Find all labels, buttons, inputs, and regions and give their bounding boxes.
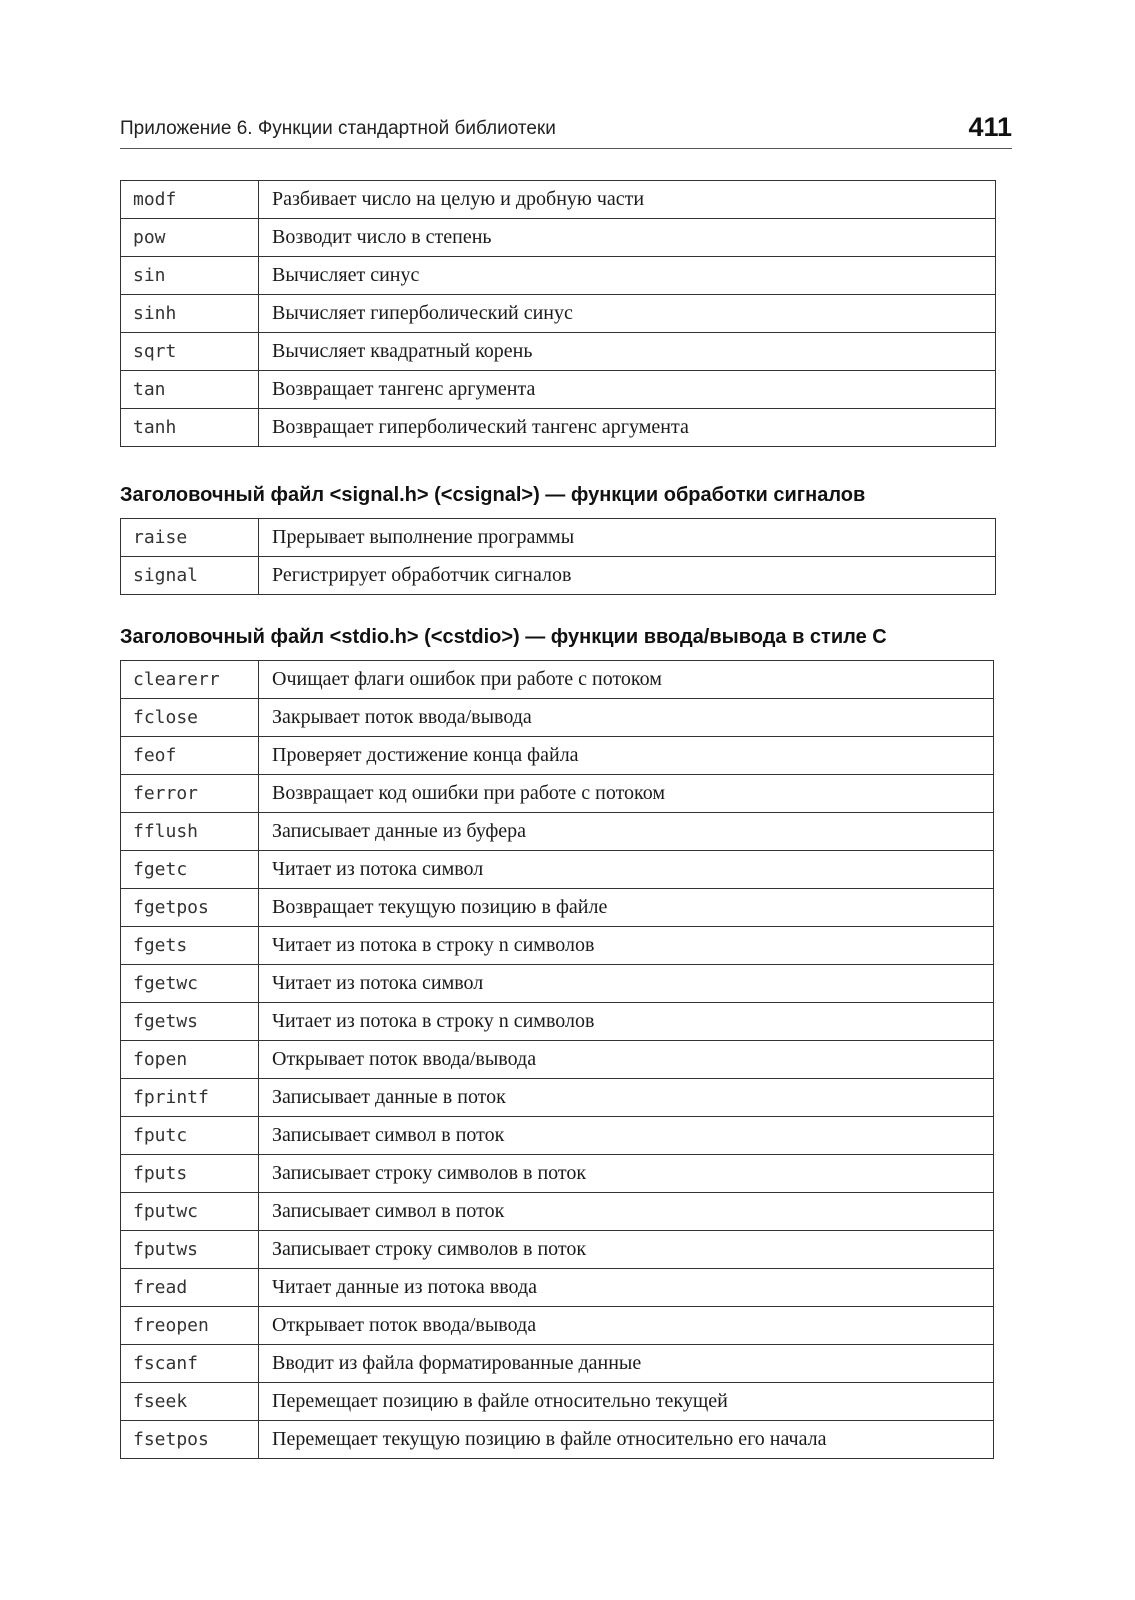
- function-name: fread: [121, 1269, 259, 1307]
- function-description: Очищает флаги ошибок при работе с потоком: [259, 661, 994, 699]
- function-description: Вводит из файла форматированные данные: [259, 1345, 994, 1383]
- function-name: modf: [121, 181, 259, 219]
- function-description: Вычисляет синус: [259, 257, 996, 295]
- function-name: fclose: [121, 699, 259, 737]
- table-row: [121, 181, 996, 219]
- function-name: fgetc: [121, 851, 259, 889]
- function-description: Читает из потока в строку n символов: [259, 1003, 994, 1041]
- function-description: Записывает данные из буфера: [259, 813, 994, 851]
- stdio-functions-table: [120, 660, 994, 1459]
- function-description: Записывает строку символов в поток: [259, 1231, 994, 1269]
- page-header: [120, 112, 1012, 149]
- function-description: Регистрирует обработчик сигналов: [259, 557, 996, 595]
- table-row: [121, 557, 996, 595]
- function-name: fgetws: [121, 1003, 259, 1041]
- function-description: Читает из потока символ: [259, 965, 994, 1003]
- function-name: sinh: [121, 295, 259, 333]
- function-description: Вычисляет квадратный корень: [259, 333, 996, 371]
- table-row: [121, 1345, 994, 1383]
- function-name: signal: [121, 557, 259, 595]
- math-functions-table: [120, 180, 996, 447]
- table-row: [121, 737, 994, 775]
- function-description: Разбивает число на целую и дробную части: [259, 181, 996, 219]
- function-name: pow: [121, 219, 259, 257]
- function-name: fsetpos: [121, 1421, 259, 1459]
- function-description: Проверяет достижение конца файла: [259, 737, 994, 775]
- function-description: Перемещает позицию в файле относительно текущей: [259, 1383, 994, 1421]
- function-description: Записывает символ в поток: [259, 1193, 994, 1231]
- function-name: fputwc: [121, 1193, 259, 1231]
- table-row: [121, 661, 994, 699]
- table-row: [121, 409, 996, 447]
- table-row: [121, 1117, 994, 1155]
- function-name: raise: [121, 519, 259, 557]
- function-name: sin: [121, 257, 259, 295]
- function-name: tan: [121, 371, 259, 409]
- table-row: [121, 1193, 994, 1231]
- table-row: [121, 775, 994, 813]
- table-row: [121, 1383, 994, 1421]
- function-name: fflush: [121, 813, 259, 851]
- function-description: Перемещает текущую позицию в файле относительно его начала: [259, 1421, 994, 1459]
- function-description: Закрывает поток ввода/вывода: [259, 699, 994, 737]
- function-name: fprintf: [121, 1079, 259, 1117]
- section-heading-stdio: Заголовочный файл <stdio.h> (<cstdio>) — функции ввода/вывода в стиле C: [120, 626, 887, 648]
- function-name: fgetpos: [121, 889, 259, 927]
- function-name: ferror: [121, 775, 259, 813]
- table-row: [121, 1079, 994, 1117]
- table-row: [121, 333, 996, 371]
- function-name: tanh: [121, 409, 259, 447]
- function-description: Читает из потока в строку n символов: [259, 927, 994, 965]
- function-name: freopen: [121, 1307, 259, 1345]
- table-row: [121, 851, 994, 889]
- function-name: fputc: [121, 1117, 259, 1155]
- table-row: [121, 927, 994, 965]
- table-row: [121, 889, 994, 927]
- table-row: [121, 1307, 994, 1345]
- function-name: fgetwc: [121, 965, 259, 1003]
- table-row: [121, 1421, 994, 1459]
- table-row: [121, 1231, 994, 1269]
- table-row: [121, 257, 996, 295]
- table-row: [121, 219, 996, 257]
- table-row: [121, 813, 994, 851]
- function-description: Записывает строку символов в поток: [259, 1155, 994, 1193]
- function-description: Прерывает выполнение программы: [259, 519, 996, 557]
- function-name: feof: [121, 737, 259, 775]
- table-row: [121, 1003, 994, 1041]
- function-name: fputws: [121, 1231, 259, 1269]
- signal-functions-table: [120, 518, 996, 595]
- function-description: Записывает данные в поток: [259, 1079, 994, 1117]
- function-description: Возводит число в степень: [259, 219, 996, 257]
- running-header-title: Приложение 6. Функции стандартной библиотеки: [120, 118, 556, 139]
- function-description: Возвращает гиперболический тангенс аргумента: [259, 409, 996, 447]
- function-description: Читает из потока символ: [259, 851, 994, 889]
- table-row: [121, 1041, 994, 1079]
- table-row: [121, 699, 994, 737]
- table-row: [121, 295, 996, 333]
- function-description: Вычисляет гиперболический синус: [259, 295, 996, 333]
- function-name: fscanf: [121, 1345, 259, 1383]
- table-row: [121, 965, 994, 1003]
- function-description: Возвращает текущую позицию в файле: [259, 889, 994, 927]
- section-heading-signal: Заголовочный файл <signal.h> (<csignal>) — функции обработки сигналов: [120, 484, 866, 506]
- function-name: clearerr: [121, 661, 259, 699]
- page-number: 411: [968, 112, 1012, 142]
- function-description: Читает данные из потока ввода: [259, 1269, 994, 1307]
- function-name: fgets: [121, 927, 259, 965]
- function-description: Записывает символ в поток: [259, 1117, 994, 1155]
- table-row: [121, 371, 996, 409]
- table-row: [121, 1269, 994, 1307]
- function-description: Возвращает тангенс аргумента: [259, 371, 996, 409]
- function-description: Возвращает код ошибки при работе с потоком: [259, 775, 994, 813]
- function-name: sqrt: [121, 333, 259, 371]
- function-name: fputs: [121, 1155, 259, 1193]
- table-row: [121, 1155, 994, 1193]
- function-name: fseek: [121, 1383, 259, 1421]
- function-description: Открывает поток ввода/вывода: [259, 1041, 994, 1079]
- function-description: Открывает поток ввода/вывода: [259, 1307, 994, 1345]
- table-row: [121, 519, 996, 557]
- function-name: fopen: [121, 1041, 259, 1079]
